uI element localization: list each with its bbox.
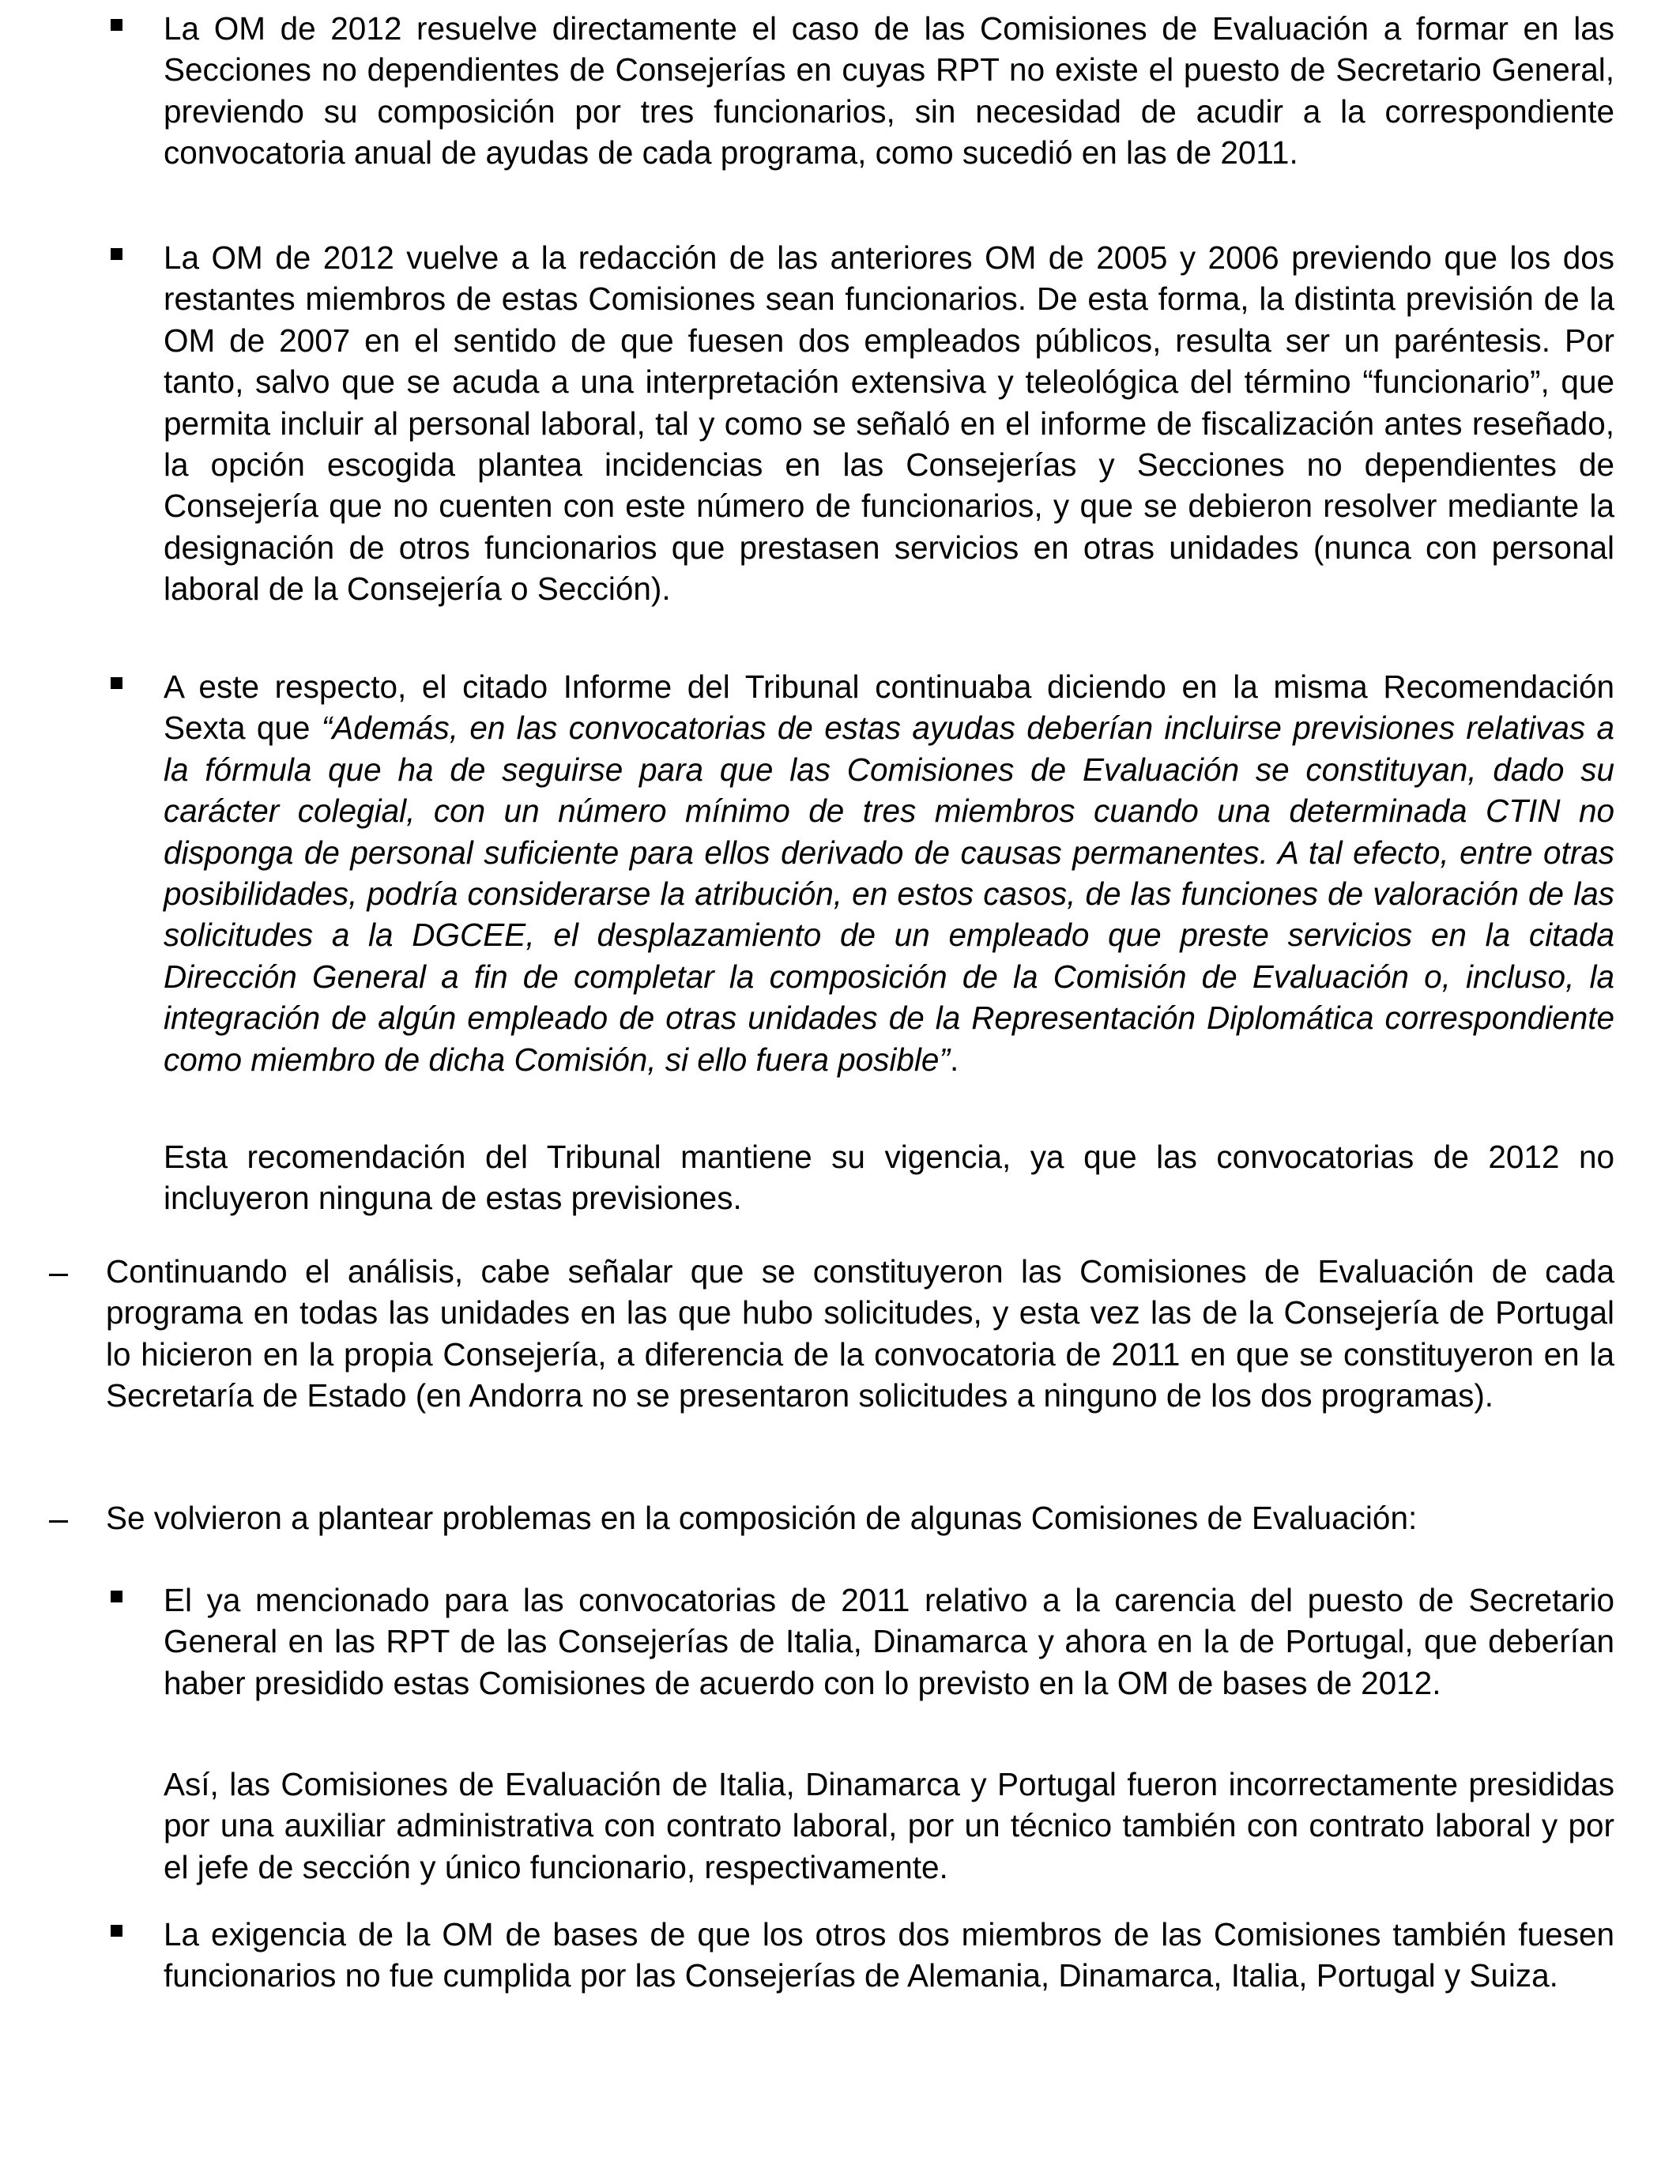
paragraph-secretario-general [164,1580,1614,1704]
paragraph-text: Continuando el análisis, cabe señalar que se constituyeron las Comisiones de Evaluación de cada programa en todas las unidades en las que hubo solicitudes, y esta vez las de la Consejería de Portugal lo hicieron en la propia Consejería, a diferencia de la convocatoria de 2011 en que se constituyeron en la Secretaría de Estado (en Andorra no se presentaron solicitudes a ninguno de los dos programas). [106,1253,1614,1414]
bullet-dash-icon [49,1274,68,1276]
quote-text: “Además, en las convocatorias de estas ayudas deberían incluirse previsiones relativas a la fórmula que ha de seguirse para que las Comisiones de Evaluación se constituyan, dado su carácter colegial, con un número mínimo de tres miembros cuando una determinada CTIN no disponga de personal suficiente para ellos derivado de causas permanentes. A tal efecto, entre otras posibilidades, podría considerarse la atribución, en estos casos, de las funciones de valoración de las solicitudes a la DGCEE, el desplazamiento de un empleado que preste servicios en la citada Dirección General a fin de completar la composición de la Comisión de Evaluación o, incluso, la integración de algún empleado de otras unidades de la Representación Diplomática correspondiente como miembro de dicha Comisión, si ello fuera posible” [164,710,1614,1078]
paragraph-tribunal-vigencia [164,1136,1614,1219]
bullet-square-icon [111,248,122,260]
paragraph-exigencia [164,1914,1614,1997]
paragraph-text: La OM de 2012 resuelve directamente el caso de las Comisiones de Evaluación a formar en las Secciones no dependientes de Consejerías en cuyas RPT no existe el puesto de Secretario General, previendo su composición por tres funcionarios, sin necesidad de acudir a la correspondiente convocatoria anual de ayudas de cada programa, como sucedió en las de 2011. [164,10,1614,171]
paragraph-om2012-funcionarios [164,237,1614,610]
bullet-square-icon [111,1591,122,1602]
paragraph-text: La exigencia de la OM de bases de que los otros dos miembros de las Comisiones también fuesen funcionarios no fue cumplida por las Consejerías de Alemania, Dinamarca, Italia, Portugal y Suiza. [164,1916,1614,1994]
paragraph-om2012-secciones [164,8,1614,174]
paragraph-presididas [164,1764,1614,1888]
bullet-square-icon [111,677,122,689]
bullet-square-icon [111,19,122,31]
paragraph-text: Así, las Comisiones de Evaluación de Italia, Dinamarca y Portugal fueron incorrectamente presididas por una auxiliar administrativa con contrato laboral, por un técnico también con contrato laboral y por el jefe de sección y único funcionario, respectivamente. [164,1766,1614,1885]
paragraph-text: Se volvieron a plantear problemas en la composición de algunas Comisiones de Evaluación: [106,1500,1418,1536]
end-text: . [949,1041,959,1078]
paragraph-constituyeron [106,1251,1614,1417]
paragraph-text: Esta recomendación del Tribunal mantiene su vigencia, ya que las convocatorias de 2012 no incluyeron ninguna de estas previsiones. [164,1139,1614,1217]
bullet-dash-icon [49,1520,68,1523]
intro-text: A este respecto, el citado Informe del Tribunal continuaba diciendo en la misma Recomendación Sexta que [164,668,1614,747]
bullet-square-icon [111,1925,122,1937]
paragraph-tribunal-recommendation [164,666,1614,1080]
paragraph-problemas [106,1497,1614,1538]
paragraph-text [164,666,1614,1080]
paragraph-text: La OM de 2012 vuelve a la redacción de las anteriores OM de 2005 y 2006 previendo que los dos restantes miembros de estas Comisiones sean funcionarios. De esta forma, la distinta previsión de la OM de 2007 en el sentido de que fuesen dos empleados públicos, resulta ser un paréntesis. Por tanto, salvo que se acuda a una interpretación extensiva y teleológica del término “funcionario”, que permita incluir al personal laboral, tal y como se señaló en el informe de fiscalización antes reseñado, la opción escogida plantea incidencias en las Consejerías y Secciones no dependientes de Consejería que no cuenten con este número de funcionarios, y que se debieron resolver mediante la designación de otros funcionarios que prestasen servicios en otras unidades (nunca con personal laboral de la Consejería o Sección). [164,239,1614,608]
paragraph-text: El ya mencionado para las convocatorias de 2011 relativo a la carencia del puesto de Secretario General en las RPT de las Consejerías de Italia, Dinamarca y ahora en la de Portugal, que deberían haber presidido estas Comisiones de acuerdo con lo previsto en la OM de bases de 2012. [164,1582,1614,1701]
